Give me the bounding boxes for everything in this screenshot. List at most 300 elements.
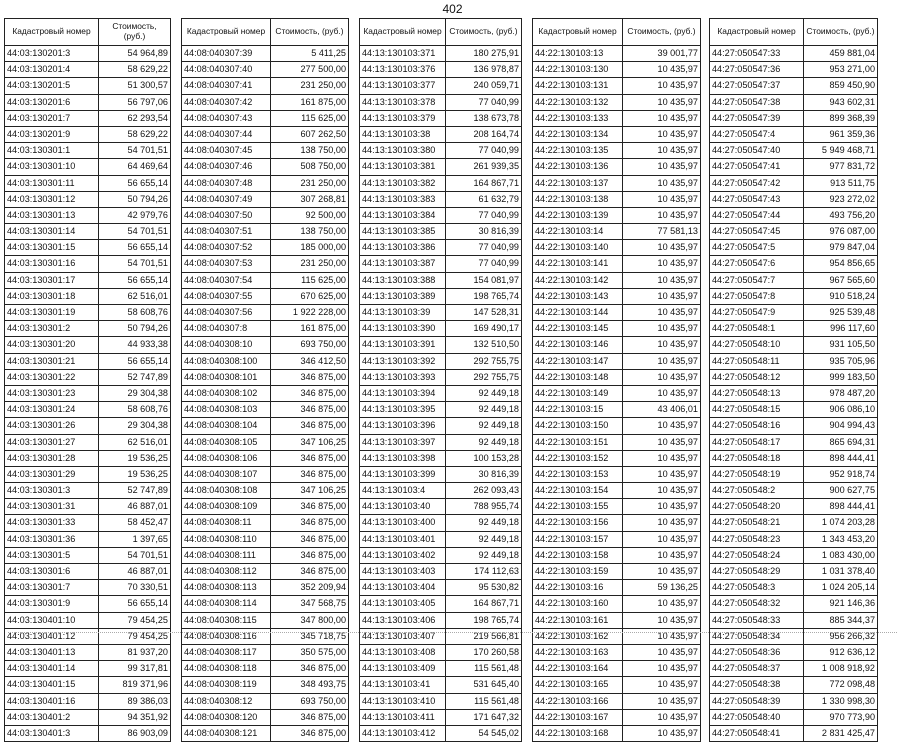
- table-row: [710, 78, 878, 94]
- header-cost: Стоимость, (руб.): [99, 19, 171, 46]
- cadastral-number-cell: 44:08:040307:41: [182, 78, 271, 94]
- cadastral-number-cell: 44:13:130103:392: [360, 353, 446, 369]
- cost-cell: 77 040,99: [446, 143, 522, 159]
- cost-cell: 70 330,51: [99, 580, 171, 596]
- table-row: [5, 288, 171, 304]
- cost-cell: 10 435,97: [623, 725, 701, 741]
- cost-cell: 94 351,92: [99, 709, 171, 725]
- cadastral-number-cell: 44:08:040308:116: [182, 628, 271, 644]
- cost-cell: 240 059,71: [446, 78, 522, 94]
- cadastral-number-cell: 44:27:050548:21: [710, 515, 804, 531]
- table-row: [5, 466, 171, 482]
- cost-cell: 92 449,18: [446, 547, 522, 563]
- cadastral-number-cell: 44:13:130103:38: [360, 126, 446, 142]
- cost-cell: 10 435,97: [623, 207, 701, 223]
- cost-cell: 198 765,74: [446, 612, 522, 628]
- cost-cell: 58 629,22: [99, 126, 171, 142]
- table-row: [5, 661, 171, 677]
- cadastral-number-cell: 44:03:130301:22: [5, 369, 99, 385]
- table-row: [533, 612, 701, 628]
- cadastral-number-cell: 44:08:040308:109: [182, 499, 271, 515]
- table-row: [710, 531, 878, 547]
- cost-cell: 788 955,74: [446, 499, 522, 515]
- cost-cell: 59 136,25: [623, 580, 701, 596]
- cost-cell: 10 435,97: [623, 547, 701, 563]
- cadastral-number-cell: 44:22:130103:146: [533, 337, 623, 353]
- cost-cell: 46 887,01: [99, 564, 171, 580]
- cadastral-number-cell: 44:08:040307:51: [182, 224, 271, 240]
- cost-cell: 347 800,00: [271, 612, 349, 628]
- cadastral-number-cell: 44:27:050547:5: [710, 240, 804, 256]
- cost-cell: 346 875,00: [271, 466, 349, 482]
- cost-cell: 50 794,26: [99, 191, 171, 207]
- cost-cell: 670 625,00: [271, 288, 349, 304]
- table-row: [182, 385, 349, 401]
- cadastral-number-cell: 44:27:050548:37: [710, 661, 804, 677]
- cadastral-number-cell: 44:22:130103:145: [533, 321, 623, 337]
- header-cost: Стоимость, (руб.): [446, 19, 522, 46]
- cadastral-number-cell: 44:22:130103:132: [533, 94, 623, 110]
- cost-cell: 508 750,00: [271, 159, 349, 175]
- table-row: [182, 94, 349, 110]
- cost-cell: 277 500,00: [271, 62, 349, 78]
- table-row: [710, 191, 878, 207]
- cost-cell: 943 602,31: [804, 94, 878, 110]
- table-row: [710, 725, 878, 741]
- cost-cell: 493 756,20: [804, 207, 878, 223]
- cadastral-number-cell: 44:03:130301:15: [5, 240, 99, 256]
- cadastral-number-cell: 44:13:130103:378: [360, 94, 446, 110]
- cost-cell: 138 750,00: [271, 224, 349, 240]
- cost-cell: 346 875,00: [271, 402, 349, 418]
- cadastral-number-cell: 44:03:130301:16: [5, 256, 99, 272]
- cadastral-number-cell: 44:08:040308:100: [182, 353, 271, 369]
- cadastral-number-cell: 44:03:130201:5: [5, 78, 99, 94]
- table-row: [360, 725, 522, 741]
- table-row: [360, 580, 522, 596]
- table-row: [5, 709, 171, 725]
- cost-cell: 115 625,00: [271, 272, 349, 288]
- table-row: [182, 418, 349, 434]
- table-row: [182, 677, 349, 693]
- table-row: [533, 288, 701, 304]
- cadastral-number-cell: 44:08:040308:111: [182, 547, 271, 563]
- cost-cell: 39 001,77: [623, 46, 701, 62]
- header-cadastral-number: Кадастровый номер: [5, 19, 99, 46]
- table-row: [360, 256, 522, 272]
- table-row: [5, 110, 171, 126]
- table-row: [182, 661, 349, 677]
- table-row: [5, 126, 171, 142]
- cost-cell: 54 701,51: [99, 256, 171, 272]
- cost-cell: 54 701,51: [99, 143, 171, 159]
- cost-cell: 953 271,00: [804, 62, 878, 78]
- table-row: [360, 531, 522, 547]
- cost-cell: 347 106,25: [271, 483, 349, 499]
- cadastral-number-cell: 44:27:050547:4: [710, 126, 804, 142]
- cadastral-number-cell: 44:13:130103:397: [360, 434, 446, 450]
- table-row: [5, 402, 171, 418]
- cost-cell: 77 581,13: [623, 224, 701, 240]
- cost-cell: 92 500,00: [271, 207, 349, 223]
- table-row: [5, 531, 171, 547]
- cadastral-number-cell: 44:03:130301:9: [5, 596, 99, 612]
- table-row: [533, 515, 701, 531]
- cost-cell: 10 435,97: [623, 531, 701, 547]
- cadastral-number-cell: 44:03:130301:33: [5, 515, 99, 531]
- table-row: [710, 94, 878, 110]
- cost-cell: 1 330 998,30: [804, 693, 878, 709]
- cadastral-number-cell: 44:03:130201:9: [5, 126, 99, 142]
- table-row: [5, 240, 171, 256]
- cost-cell: 346 875,00: [271, 725, 349, 741]
- table-row: [360, 450, 522, 466]
- cost-cell: 772 098,48: [804, 677, 878, 693]
- cost-cell: 10 435,97: [623, 288, 701, 304]
- table-row: [360, 78, 522, 94]
- table-row: [5, 369, 171, 385]
- table-row: [533, 677, 701, 693]
- table-row: [360, 62, 522, 78]
- table-row: [533, 644, 701, 660]
- table-row: [710, 661, 878, 677]
- table-row: [182, 466, 349, 482]
- table-row: [182, 62, 349, 78]
- cadastral-number-cell: 44:08:040308:12: [182, 693, 271, 709]
- table-row: [360, 434, 522, 450]
- header-cost: Стоимость, (руб.): [271, 19, 349, 46]
- table-row: [182, 531, 349, 547]
- cost-cell: 81 937,20: [99, 644, 171, 660]
- cost-cell: 531 645,40: [446, 677, 522, 693]
- cadastral-number-cell: 44:08:040308:104: [182, 418, 271, 434]
- table-row: [182, 143, 349, 159]
- table-row: [360, 126, 522, 142]
- table-row: [5, 564, 171, 580]
- cost-cell: 30 816,39: [446, 466, 522, 482]
- table-row: [533, 256, 701, 272]
- cost-cell: 346 875,00: [271, 385, 349, 401]
- cost-cell: 164 867,71: [446, 596, 522, 612]
- table-row: [710, 644, 878, 660]
- cost-cell: 89 386,03: [99, 693, 171, 709]
- table-row: [710, 434, 878, 450]
- table-row: [5, 434, 171, 450]
- cadastral-number-cell: 44:22:130103:161: [533, 612, 623, 628]
- table-row: [182, 337, 349, 353]
- cadastral-number-cell: 44:03:130301:23: [5, 385, 99, 401]
- cadastral-number-cell: 44:13:130103:402: [360, 547, 446, 563]
- cadastral-number-cell: 44:13:130103:40: [360, 499, 446, 515]
- cadastral-number-cell: 44:08:040307:55: [182, 288, 271, 304]
- cadastral-number-cell: 44:27:050548:16: [710, 418, 804, 434]
- table-row: [710, 321, 878, 337]
- cost-cell: 61 632,79: [446, 191, 522, 207]
- cadastral-number-cell: 44:27:050547:45: [710, 224, 804, 240]
- cadastral-number-cell: 44:13:130103:405: [360, 596, 446, 612]
- cadastral-number-cell: 44:03:130301:18: [5, 288, 99, 304]
- table-row: [360, 547, 522, 563]
- cost-cell: 1 008 918,92: [804, 661, 878, 677]
- table-row: [710, 596, 878, 612]
- cost-cell: 174 112,63: [446, 564, 522, 580]
- cadastral-number-cell: 44:08:040308:110: [182, 531, 271, 547]
- table-row: [360, 644, 522, 660]
- table-row: [533, 305, 701, 321]
- table-row: [360, 677, 522, 693]
- table-row: [182, 450, 349, 466]
- cadastral-number-cell: 44:22:130103:152: [533, 450, 623, 466]
- cadastral-number-cell: 44:22:130103:155: [533, 499, 623, 515]
- cost-cell: 10 435,97: [623, 450, 701, 466]
- cost-cell: 10 435,97: [623, 628, 701, 644]
- cadastral-number-cell: 44:27:050547:42: [710, 175, 804, 191]
- table-row: [533, 337, 701, 353]
- cost-cell: 54 701,51: [99, 224, 171, 240]
- table-row: [533, 725, 701, 741]
- cost-cell: 62 293,54: [99, 110, 171, 126]
- cost-cell: 904 994,43: [804, 418, 878, 434]
- cost-cell: 115 561,48: [446, 661, 522, 677]
- cost-cell: 5 411,25: [271, 46, 349, 62]
- cadastral-number-cell: 44:08:040307:50: [182, 207, 271, 223]
- cost-cell: 348 493,75: [271, 677, 349, 693]
- cost-cell: 10 435,97: [623, 110, 701, 126]
- cost-cell: 56 655,14: [99, 272, 171, 288]
- cadastral-number-cell: 44:22:130103:138: [533, 191, 623, 207]
- cadastral-number-cell: 44:27:050547:40: [710, 143, 804, 159]
- cadastral-number-cell: 44:13:130103:371: [360, 46, 446, 62]
- cost-cell: 171 647,32: [446, 709, 522, 725]
- cost-cell: 693 750,00: [271, 337, 349, 353]
- cost-cell: 885 344,37: [804, 612, 878, 628]
- table-row: [182, 499, 349, 515]
- cost-cell: 29 304,38: [99, 418, 171, 434]
- cadastral-number-cell: 44:22:130103:137: [533, 175, 623, 191]
- header-cadastral-number: Кадастровый номер: [533, 19, 623, 46]
- cadastral-number-cell: 44:03:130301:36: [5, 531, 99, 547]
- cost-cell: 910 518,24: [804, 288, 878, 304]
- cadastral-number-cell: 44:08:040308:103: [182, 402, 271, 418]
- cadastral-number-cell: 44:03:130401:14: [5, 661, 99, 677]
- header-cadastral-number: Кадастровый номер: [182, 19, 271, 46]
- cost-cell: 136 978,87: [446, 62, 522, 78]
- cost-cell: 859 450,90: [804, 78, 878, 94]
- table-row: [533, 499, 701, 515]
- cadastral-number-cell: 44:27:050547:39: [710, 110, 804, 126]
- cadastral-number-cell: 44:27:050548:17: [710, 434, 804, 450]
- cost-cell: 231 250,00: [271, 256, 349, 272]
- cost-cell: 10 435,97: [623, 709, 701, 725]
- cadastral-number-cell: 44:13:130103:412: [360, 725, 446, 741]
- cadastral-number-cell: 44:13:130103:408: [360, 644, 446, 660]
- table-row: [710, 547, 878, 563]
- table-row: [182, 709, 349, 725]
- cost-cell: 346 875,00: [271, 369, 349, 385]
- cadastral-number-cell: 44:08:040307:45: [182, 143, 271, 159]
- table-row: [710, 385, 878, 401]
- cadastral-number-cell: 44:27:050548:20: [710, 499, 804, 515]
- cadastral-number-cell: 44:22:130103:164: [533, 661, 623, 677]
- cadastral-number-cell: 44:22:130103:144: [533, 305, 623, 321]
- cadastral-number-cell: 44:22:130103:156: [533, 515, 623, 531]
- cadastral-number-cell: 44:13:130103:381: [360, 159, 446, 175]
- cost-cell: 10 435,97: [623, 661, 701, 677]
- cadastral-number-cell: 44:03:130301:24: [5, 402, 99, 418]
- cadastral-number-cell: 44:08:040308:112: [182, 564, 271, 580]
- cost-cell: 154 081,97: [446, 272, 522, 288]
- table-row: [5, 305, 171, 321]
- cadastral-number-cell: 44:03:130301:13: [5, 207, 99, 223]
- table-row: [5, 353, 171, 369]
- table-row: [533, 483, 701, 499]
- cadastral-number-cell: 44:08:040307:39: [182, 46, 271, 62]
- table-row: [710, 466, 878, 482]
- cost-cell: 898 444,41: [804, 450, 878, 466]
- table-row: [360, 515, 522, 531]
- cadastral-number-cell: 44:13:130103:396: [360, 418, 446, 434]
- table-row: [182, 256, 349, 272]
- cadastral-number-cell: 44:13:130103:380: [360, 143, 446, 159]
- table-row: [533, 693, 701, 709]
- table-row: [182, 321, 349, 337]
- cadastral-number-cell: 44:27:050547:6: [710, 256, 804, 272]
- cost-cell: 50 794,26: [99, 321, 171, 337]
- cost-cell: 58 608,76: [99, 402, 171, 418]
- table-row: [360, 321, 522, 337]
- cadastral-number-cell: 44:08:040308:102: [182, 385, 271, 401]
- cost-cell: 976 087,00: [804, 224, 878, 240]
- cost-cell: 10 435,97: [623, 564, 701, 580]
- cadastral-number-cell: 44:08:040308:106: [182, 450, 271, 466]
- cadastral-number-cell: 44:27:050547:8: [710, 288, 804, 304]
- cadastral-number-cell: 44:13:130103:390: [360, 321, 446, 337]
- cost-cell: 346 875,00: [271, 499, 349, 515]
- table-row: [360, 159, 522, 175]
- table-row: [533, 207, 701, 223]
- table-row: [5, 628, 171, 644]
- table-row: [533, 224, 701, 240]
- table-row: [533, 62, 701, 78]
- cadastral-number-cell: 44:13:130103:383: [360, 191, 446, 207]
- table-row: [710, 337, 878, 353]
- table-row: [533, 175, 701, 191]
- cadastral-number-cell: 44:03:130301:26: [5, 418, 99, 434]
- table-row: [710, 305, 878, 321]
- table-row: [360, 661, 522, 677]
- table-row: [182, 564, 349, 580]
- cadastral-number-cell: 44:08:040308:113: [182, 580, 271, 596]
- cadastral-number-cell: 44:22:130103:136: [533, 159, 623, 175]
- cost-cell: 10 435,97: [623, 353, 701, 369]
- header-cadastral-number: Кадастровый номер: [360, 19, 446, 46]
- table-row: [5, 483, 171, 499]
- table-row: [710, 450, 878, 466]
- table-row: [182, 515, 349, 531]
- cadastral-number-cell: 44:13:130103:379: [360, 110, 446, 126]
- cadastral-number-cell: 44:22:130103:135: [533, 143, 623, 159]
- cadastral-number-cell: 44:08:040307:42: [182, 94, 271, 110]
- cost-cell: 10 435,97: [623, 159, 701, 175]
- cadastral-number-cell: 44:13:130103:410: [360, 693, 446, 709]
- table-row: [360, 596, 522, 612]
- cadastral-number-cell: 44:27:050548:1: [710, 321, 804, 337]
- cadastral-number-cell: 44:27:050548:33: [710, 612, 804, 628]
- table-row: [710, 628, 878, 644]
- cost-cell: 865 694,31: [804, 434, 878, 450]
- cost-cell: 913 511,75: [804, 175, 878, 191]
- table-row: [533, 240, 701, 256]
- table-row: [182, 224, 349, 240]
- cost-cell: 10 435,97: [623, 499, 701, 515]
- cadastral-number-cell: 44:03:130301:11: [5, 175, 99, 191]
- cadastral-number-cell: 44:08:040307:46: [182, 159, 271, 175]
- cost-cell: 56 797,06: [99, 94, 171, 110]
- table-row: [710, 418, 878, 434]
- cadastral-number-cell: 44:27:050548:11: [710, 353, 804, 369]
- cost-cell: 925 539,48: [804, 305, 878, 321]
- cadastral-number-cell: 44:22:130103:162: [533, 628, 623, 644]
- cadastral-number-cell: 44:27:050548:36: [710, 644, 804, 660]
- cost-cell: 347 568,75: [271, 596, 349, 612]
- cadastral-number-cell: 44:22:130103:163: [533, 644, 623, 660]
- cadastral-number-cell: 44:03:130201:6: [5, 94, 99, 110]
- cost-cell: 10 435,97: [623, 62, 701, 78]
- cadastral-number-cell: 44:27:050548:15: [710, 402, 804, 418]
- cadastral-number-cell: 44:22:130103:148: [533, 369, 623, 385]
- cadastral-number-cell: 44:08:040308:11: [182, 515, 271, 531]
- table-row: [360, 46, 522, 62]
- cadastral-number-cell: 44:08:040307:43: [182, 110, 271, 126]
- cost-cell: 54 964,89: [99, 46, 171, 62]
- table-row: [360, 693, 522, 709]
- cadastral-number-cell: 44:03:130301:2: [5, 321, 99, 337]
- cadastral-number-cell: 44:22:130103:141: [533, 256, 623, 272]
- cost-cell: 693 750,00: [271, 693, 349, 709]
- cost-cell: 86 903,09: [99, 725, 171, 741]
- cost-cell: 978 487,20: [804, 385, 878, 401]
- cadastral-number-cell: 44:03:130401:10: [5, 612, 99, 628]
- cost-cell: 92 449,18: [446, 418, 522, 434]
- cadastral-number-cell: 44:08:040307:52: [182, 240, 271, 256]
- table-row: [5, 256, 171, 272]
- table-row: [710, 175, 878, 191]
- footer-rule: [8, 632, 897, 634]
- cost-cell: 1 922 228,00: [271, 305, 349, 321]
- table-row: [182, 693, 349, 709]
- cost-cell: 346 875,00: [271, 547, 349, 563]
- table-row: [710, 288, 878, 304]
- cadastral-number-cell: 44:27:050548:40: [710, 709, 804, 725]
- table-row: [360, 709, 522, 725]
- cadastral-number-cell: 44:27:050548:32: [710, 596, 804, 612]
- cost-cell: 345 718,75: [271, 628, 349, 644]
- table-row: [182, 110, 349, 126]
- cadastral-number-cell: 44:08:040308:108: [182, 483, 271, 499]
- table-row: [182, 402, 349, 418]
- cost-cell: 19 536,25: [99, 466, 171, 482]
- cost-cell: 10 435,97: [623, 78, 701, 94]
- table-row: [5, 94, 171, 110]
- cadastral-number-cell: 44:03:130301:12: [5, 191, 99, 207]
- table-row: [182, 580, 349, 596]
- cadastral-number-cell: 44:22:130103:15: [533, 402, 623, 418]
- cadastral-number-cell: 44:13:130103:395: [360, 402, 446, 418]
- cost-cell: 898 444,41: [804, 499, 878, 515]
- table-row: [5, 62, 171, 78]
- table-row: [710, 126, 878, 142]
- table-row: [182, 369, 349, 385]
